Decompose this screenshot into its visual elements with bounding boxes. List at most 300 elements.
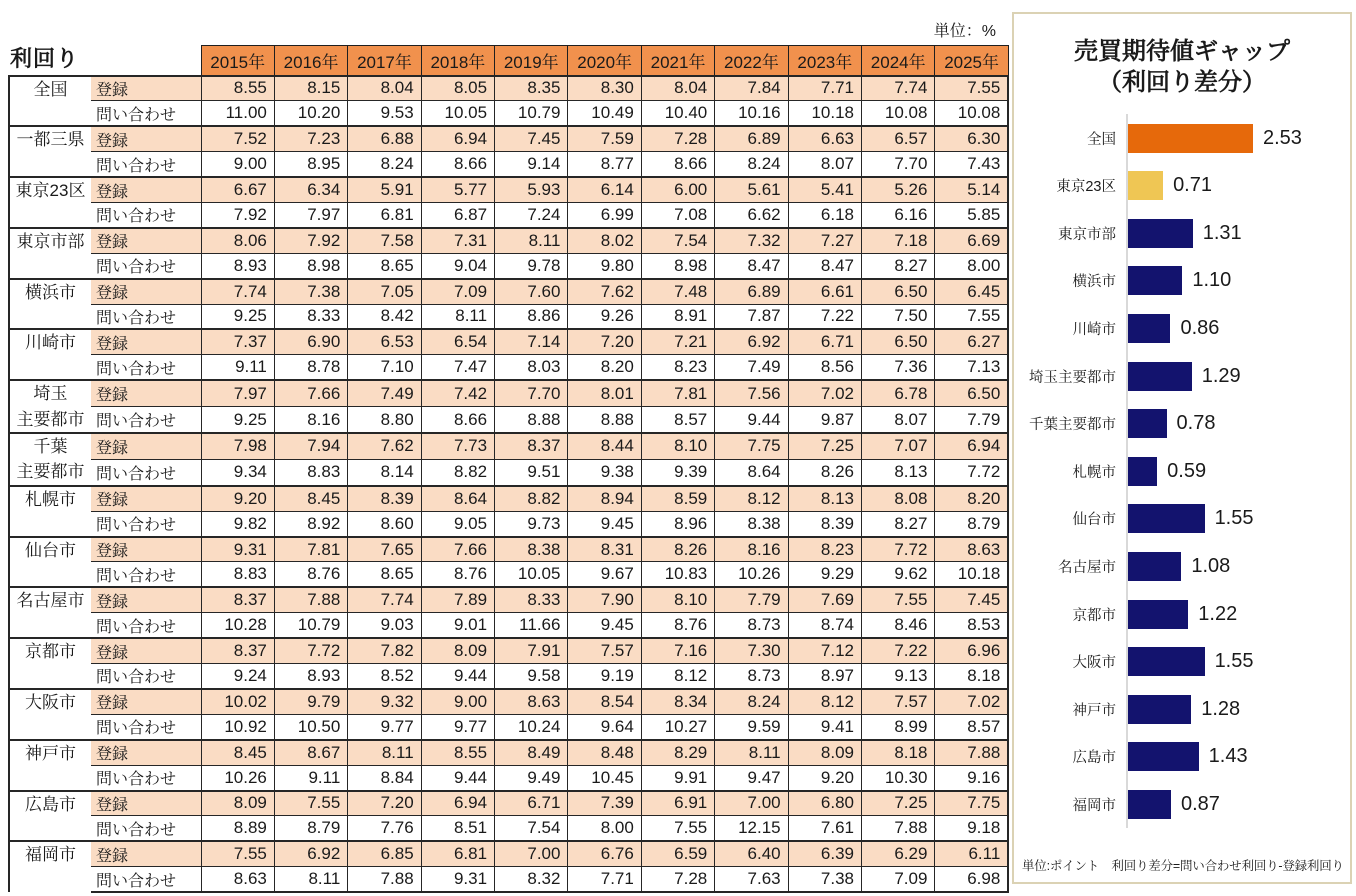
chart-row bbox=[1014, 400, 1350, 448]
value-cell: 7.73 bbox=[421, 433, 494, 459]
value-cell: 7.27 bbox=[788, 228, 861, 253]
value-cell: 9.20 bbox=[788, 765, 861, 790]
value-cell: 6.57 bbox=[862, 126, 935, 151]
value-cell: 10.50 bbox=[274, 714, 347, 739]
value-cell: 8.96 bbox=[641, 511, 714, 536]
chart-row bbox=[1014, 543, 1350, 591]
value-cell: 7.56 bbox=[715, 380, 788, 406]
value-cell: 6.89 bbox=[715, 279, 788, 304]
value-cell: 8.83 bbox=[201, 562, 274, 587]
value-cell: 8.05 bbox=[421, 76, 494, 101]
value-cell: 6.54 bbox=[421, 329, 494, 354]
value-cell: 7.22 bbox=[788, 304, 861, 329]
value-cell: 8.26 bbox=[641, 537, 714, 562]
value-cell: 6.81 bbox=[421, 841, 494, 866]
value-cell: 7.74 bbox=[862, 76, 935, 101]
value-cell: 10.26 bbox=[201, 765, 274, 790]
gap-bar-chart bbox=[1014, 114, 1350, 828]
value-cell: 7.90 bbox=[568, 587, 641, 612]
value-cell: 8.24 bbox=[715, 689, 788, 714]
value-cell: 7.62 bbox=[568, 279, 641, 304]
value-cell: 8.51 bbox=[421, 816, 494, 841]
value-cell: 8.94 bbox=[568, 486, 641, 511]
chart-bar bbox=[1128, 552, 1181, 581]
chart-row bbox=[1014, 590, 1350, 638]
chart-bar bbox=[1128, 171, 1163, 200]
table-row bbox=[9, 329, 1008, 354]
value-cell: 6.50 bbox=[862, 279, 935, 304]
value-cell: 8.78 bbox=[274, 355, 347, 380]
value-cell: 10.24 bbox=[495, 714, 568, 739]
region-name-cell: 札幌市 bbox=[9, 486, 91, 537]
row-type-cell: 問い合わせ bbox=[91, 152, 201, 177]
value-cell: 9.19 bbox=[568, 664, 641, 689]
value-cell: 9.18 bbox=[935, 816, 1008, 841]
year-header-cell: 2018年 bbox=[421, 46, 494, 76]
value-cell: 7.72 bbox=[274, 638, 347, 663]
value-cell: 8.76 bbox=[641, 613, 714, 638]
value-cell: 9.45 bbox=[568, 613, 641, 638]
value-cell: 9.31 bbox=[201, 537, 274, 562]
value-cell: 7.02 bbox=[788, 380, 861, 406]
table-row bbox=[9, 664, 1008, 689]
value-cell: 7.98 bbox=[201, 433, 274, 459]
value-cell: 9.05 bbox=[421, 511, 494, 536]
row-type-cell: 登録 bbox=[91, 329, 201, 354]
value-cell: 6.91 bbox=[641, 791, 714, 816]
value-cell: 6.81 bbox=[348, 202, 421, 227]
region-name-cell: 名古屋市 bbox=[9, 587, 91, 638]
value-cell: 7.94 bbox=[274, 433, 347, 459]
value-cell: 6.50 bbox=[935, 380, 1008, 406]
value-cell: 8.09 bbox=[201, 791, 274, 816]
value-cell: 7.87 bbox=[715, 304, 788, 329]
chart-bar-area bbox=[1126, 543, 1350, 591]
value-cell: 5.85 bbox=[935, 202, 1008, 227]
chart-bar-label: 札幌市 bbox=[1072, 464, 1116, 481]
row-type-cell: 問い合わせ bbox=[91, 101, 201, 126]
value-cell: 6.30 bbox=[935, 126, 1008, 151]
value-cell: 7.97 bbox=[274, 202, 347, 227]
value-cell: 8.02 bbox=[568, 228, 641, 253]
value-cell: 9.03 bbox=[348, 613, 421, 638]
table-row bbox=[9, 791, 1008, 816]
value-cell: 10.92 bbox=[201, 714, 274, 739]
value-cell: 9.13 bbox=[862, 664, 935, 689]
region-name-cell: 神戸市 bbox=[9, 740, 91, 791]
chart-bar-area bbox=[1126, 162, 1350, 210]
value-cell: 8.73 bbox=[715, 664, 788, 689]
chart-bar-label: 川崎市 bbox=[1072, 322, 1116, 339]
value-cell: 8.38 bbox=[715, 511, 788, 536]
value-cell: 7.25 bbox=[862, 791, 935, 816]
value-cell: 8.04 bbox=[348, 76, 421, 101]
value-cell: 7.02 bbox=[935, 689, 1008, 714]
value-cell: 8.77 bbox=[568, 152, 641, 177]
value-cell: 8.06 bbox=[201, 228, 274, 253]
value-cell: 8.37 bbox=[495, 433, 568, 459]
value-cell: 7.28 bbox=[641, 867, 714, 892]
region-name-cell: 福岡市 bbox=[9, 841, 91, 892]
value-cell: 5.77 bbox=[421, 177, 494, 202]
value-cell: 8.55 bbox=[421, 740, 494, 765]
chart-title-line1: 売買期待値ギャップ bbox=[1074, 38, 1290, 65]
chart-bar-value: 1.43 bbox=[1208, 745, 1248, 768]
value-cell: 6.16 bbox=[862, 202, 935, 227]
value-cell: 5.61 bbox=[715, 177, 788, 202]
value-cell: 5.26 bbox=[862, 177, 935, 202]
value-cell: 7.22 bbox=[862, 638, 935, 663]
value-cell: 8.01 bbox=[568, 380, 641, 406]
value-cell: 8.98 bbox=[274, 253, 347, 278]
value-cell: 10.08 bbox=[862, 101, 935, 126]
table-row bbox=[9, 279, 1008, 304]
value-cell: 6.78 bbox=[862, 380, 935, 406]
row-type-cell: 問い合わせ bbox=[91, 355, 201, 380]
value-cell: 8.12 bbox=[715, 486, 788, 511]
value-cell: 7.50 bbox=[862, 304, 935, 329]
chart-row bbox=[1014, 257, 1350, 305]
value-cell: 6.50 bbox=[862, 329, 935, 354]
value-cell: 9.32 bbox=[348, 689, 421, 714]
year-header-cell: 2024年 bbox=[862, 46, 935, 76]
row-type-cell: 問い合わせ bbox=[91, 511, 201, 536]
value-cell: 10.28 bbox=[201, 613, 274, 638]
value-cell: 7.43 bbox=[935, 152, 1008, 177]
row-type-cell: 問い合わせ bbox=[91, 765, 201, 790]
chart-bar-label: 京都市 bbox=[1072, 607, 1116, 624]
value-cell: 8.07 bbox=[788, 152, 861, 177]
chart-footnote: 単位:ポイント 利回り差分=問い合わせ利回り-登録利回り bbox=[1022, 859, 1344, 873]
value-cell: 7.71 bbox=[568, 867, 641, 892]
value-cell: 8.86 bbox=[495, 304, 568, 329]
value-cell: 9.45 bbox=[568, 511, 641, 536]
value-cell: 8.45 bbox=[274, 486, 347, 511]
value-cell: 7.55 bbox=[274, 791, 347, 816]
value-cell: 7.28 bbox=[641, 126, 714, 151]
value-cell: 8.55 bbox=[201, 76, 274, 101]
row-type-cell: 登録 bbox=[91, 177, 201, 202]
value-cell: 8.46 bbox=[862, 613, 935, 638]
year-header-cell: 2017年 bbox=[348, 46, 421, 76]
value-cell: 8.16 bbox=[715, 537, 788, 562]
value-cell: 8.09 bbox=[421, 638, 494, 663]
value-cell: 7.75 bbox=[935, 791, 1008, 816]
value-cell: 7.92 bbox=[274, 228, 347, 253]
value-cell: 8.24 bbox=[715, 152, 788, 177]
table-row bbox=[9, 380, 1008, 406]
table-row bbox=[9, 537, 1008, 562]
value-cell: 6.00 bbox=[641, 177, 714, 202]
page-title: 利回り bbox=[10, 46, 80, 71]
value-cell: 9.44 bbox=[715, 407, 788, 433]
year-header-cell: 2015年 bbox=[201, 46, 274, 76]
table-row bbox=[9, 841, 1008, 866]
value-cell: 7.92 bbox=[201, 202, 274, 227]
row-type-cell: 問い合わせ bbox=[91, 613, 201, 638]
chart-bar-label: 東京23区 bbox=[1056, 179, 1116, 196]
value-cell: 7.05 bbox=[348, 279, 421, 304]
value-cell: 8.24 bbox=[348, 152, 421, 177]
value-cell: 7.24 bbox=[495, 202, 568, 227]
value-cell: 8.09 bbox=[788, 740, 861, 765]
value-cell: 8.82 bbox=[421, 459, 494, 485]
value-cell: 8.57 bbox=[935, 714, 1008, 739]
row-type-cell: 登録 bbox=[91, 126, 201, 151]
row-type-cell: 問い合わせ bbox=[91, 202, 201, 227]
year-header-cell: 2023年 bbox=[788, 46, 861, 76]
row-type-cell: 登録 bbox=[91, 841, 201, 866]
value-cell: 8.37 bbox=[201, 587, 274, 612]
value-cell: 10.79 bbox=[274, 613, 347, 638]
value-cell: 6.14 bbox=[568, 177, 641, 202]
value-cell: 8.65 bbox=[348, 562, 421, 587]
value-cell: 7.97 bbox=[201, 380, 274, 406]
value-cell: 5.93 bbox=[495, 177, 568, 202]
value-cell: 8.89 bbox=[201, 816, 274, 841]
value-cell: 12.15 bbox=[715, 816, 788, 841]
value-cell: 8.56 bbox=[788, 355, 861, 380]
row-type-cell: 問い合わせ bbox=[91, 459, 201, 485]
chart-bar-value: 0.71 bbox=[1173, 174, 1212, 197]
value-cell: 9.41 bbox=[788, 714, 861, 739]
value-cell: 8.18 bbox=[862, 740, 935, 765]
value-cell: 9.51 bbox=[495, 459, 568, 485]
value-cell: 8.33 bbox=[495, 587, 568, 612]
value-cell: 9.16 bbox=[935, 765, 1008, 790]
value-cell: 7.45 bbox=[935, 587, 1008, 612]
chart-bar-value: 0.59 bbox=[1167, 459, 1207, 482]
chart-bar-label: 東京市部 bbox=[1058, 226, 1116, 243]
value-cell: 8.33 bbox=[274, 304, 347, 329]
value-cell: 9.59 bbox=[715, 714, 788, 739]
value-cell: 7.69 bbox=[788, 587, 861, 612]
chart-bar bbox=[1128, 647, 1205, 676]
value-cell: 8.64 bbox=[715, 459, 788, 485]
value-cell: 8.11 bbox=[274, 867, 347, 892]
value-cell: 6.59 bbox=[641, 841, 714, 866]
value-cell: 8.20 bbox=[568, 355, 641, 380]
chart-bar bbox=[1128, 504, 1205, 533]
table-row bbox=[9, 126, 1008, 151]
value-cell: 10.26 bbox=[715, 562, 788, 587]
value-cell: 6.69 bbox=[935, 228, 1008, 253]
chart-bar-area bbox=[1126, 638, 1350, 686]
value-cell: 8.64 bbox=[421, 486, 494, 511]
year-header-cell: 2022年 bbox=[715, 46, 788, 76]
chart-bar-label: 仙台市 bbox=[1072, 512, 1116, 529]
value-cell: 7.74 bbox=[348, 587, 421, 612]
value-cell: 8.00 bbox=[568, 816, 641, 841]
row-type-cell: 問い合わせ bbox=[91, 253, 201, 278]
chart-bar-label: 全国 bbox=[1087, 131, 1116, 148]
chart-bar-area bbox=[1126, 781, 1350, 829]
value-cell: 7.38 bbox=[274, 279, 347, 304]
yield-table bbox=[8, 45, 1009, 893]
value-cell: 7.55 bbox=[935, 304, 1008, 329]
chart-bar-area bbox=[1126, 257, 1350, 305]
blank-header-cell bbox=[91, 46, 201, 76]
value-cell: 6.85 bbox=[348, 841, 421, 866]
chart-row bbox=[1014, 448, 1350, 496]
value-cell: 7.66 bbox=[274, 380, 347, 406]
value-cell: 8.11 bbox=[715, 740, 788, 765]
row-type-cell: 問い合わせ bbox=[91, 867, 201, 892]
value-cell: 8.66 bbox=[421, 152, 494, 177]
row-type-cell: 登録 bbox=[91, 279, 201, 304]
value-cell: 8.73 bbox=[715, 613, 788, 638]
value-cell: 7.14 bbox=[495, 329, 568, 354]
row-type-cell: 問い合わせ bbox=[91, 714, 201, 739]
value-cell: 8.97 bbox=[788, 664, 861, 689]
chart-row bbox=[1014, 733, 1350, 781]
chart-bar bbox=[1128, 266, 1182, 295]
value-cell: 8.54 bbox=[568, 689, 641, 714]
value-cell: 9.78 bbox=[495, 253, 568, 278]
value-cell: 8.10 bbox=[641, 587, 714, 612]
value-cell: 6.88 bbox=[348, 126, 421, 151]
table-row bbox=[9, 562, 1008, 587]
row-type-cell: 問い合わせ bbox=[91, 664, 201, 689]
value-cell: 9.31 bbox=[421, 867, 494, 892]
value-cell: 7.21 bbox=[641, 329, 714, 354]
chart-bar-label: 横浜市 bbox=[1072, 274, 1116, 291]
value-cell: 8.52 bbox=[348, 664, 421, 689]
value-cell: 9.47 bbox=[715, 765, 788, 790]
value-cell: 5.91 bbox=[348, 177, 421, 202]
value-cell: 8.10 bbox=[641, 433, 714, 459]
value-cell: 7.61 bbox=[788, 816, 861, 841]
chart-bar-value: 0.87 bbox=[1180, 792, 1220, 815]
value-cell: 9.20 bbox=[201, 486, 274, 511]
value-cell: 8.76 bbox=[421, 562, 494, 587]
value-cell: 8.76 bbox=[274, 562, 347, 587]
value-cell: 8.29 bbox=[641, 740, 714, 765]
chart-bar bbox=[1128, 314, 1170, 343]
value-cell: 8.79 bbox=[935, 511, 1008, 536]
chart-row bbox=[1014, 162, 1350, 210]
region-name-cell: 埼玉 主要都市 bbox=[9, 380, 91, 433]
value-cell: 6.71 bbox=[788, 329, 861, 354]
value-cell: 7.79 bbox=[935, 407, 1008, 433]
chart-bar-label: 名古屋市 bbox=[1058, 560, 1116, 577]
yield-table-header bbox=[9, 46, 1008, 76]
table-row bbox=[9, 433, 1008, 459]
value-cell: 9.91 bbox=[641, 765, 714, 790]
value-cell: 7.31 bbox=[421, 228, 494, 253]
value-cell: 8.95 bbox=[274, 152, 347, 177]
chart-row bbox=[1014, 352, 1350, 400]
chart-bar bbox=[1128, 124, 1253, 153]
chart-bar bbox=[1128, 362, 1192, 391]
value-cell: 6.29 bbox=[862, 841, 935, 866]
value-cell: 6.27 bbox=[935, 329, 1008, 354]
value-cell: 8.39 bbox=[788, 511, 861, 536]
chart-bar-label: 埼玉主要都市 bbox=[1029, 369, 1116, 386]
table-row bbox=[9, 714, 1008, 739]
region-name-cell: 全国 bbox=[9, 76, 91, 127]
value-cell: 8.11 bbox=[348, 740, 421, 765]
value-cell: 7.84 bbox=[715, 76, 788, 101]
value-cell: 7.74 bbox=[201, 279, 274, 304]
value-cell: 8.37 bbox=[201, 638, 274, 663]
chart-bar-label: 広島市 bbox=[1072, 750, 1116, 767]
chart-bar-area bbox=[1126, 590, 1350, 638]
region-name-cell: 横浜市 bbox=[9, 279, 91, 330]
value-cell: 9.34 bbox=[201, 459, 274, 485]
value-cell: 7.76 bbox=[348, 816, 421, 841]
table-row bbox=[9, 101, 1008, 126]
value-cell: 7.88 bbox=[348, 867, 421, 892]
value-cell: 7.13 bbox=[935, 355, 1008, 380]
value-cell: 9.64 bbox=[568, 714, 641, 739]
chart-bar-label: 大阪市 bbox=[1072, 655, 1116, 672]
value-cell: 8.88 bbox=[495, 407, 568, 433]
row-type-cell: 登録 bbox=[91, 689, 201, 714]
value-cell: 8.34 bbox=[641, 689, 714, 714]
value-cell: 8.13 bbox=[788, 486, 861, 511]
value-cell: 8.66 bbox=[641, 152, 714, 177]
value-cell: 7.45 bbox=[495, 126, 568, 151]
value-cell: 6.99 bbox=[568, 202, 641, 227]
value-cell: 8.67 bbox=[274, 740, 347, 765]
value-cell: 9.11 bbox=[201, 355, 274, 380]
region-name-cell: 川崎市 bbox=[9, 329, 91, 380]
value-cell: 9.62 bbox=[862, 562, 935, 587]
chart-bar bbox=[1128, 409, 1167, 438]
value-cell: 9.53 bbox=[348, 101, 421, 126]
year-header-row bbox=[9, 46, 1008, 76]
value-cell: 7.12 bbox=[788, 638, 861, 663]
chart-title-line2: （利回り差分） bbox=[1098, 69, 1266, 97]
value-cell: 8.63 bbox=[201, 867, 274, 892]
value-cell: 9.44 bbox=[421, 664, 494, 689]
value-cell: 9.67 bbox=[568, 562, 641, 587]
value-cell: 6.71 bbox=[495, 791, 568, 816]
value-cell: 8.83 bbox=[274, 459, 347, 485]
value-cell: 7.49 bbox=[715, 355, 788, 380]
year-header-cell: 2019年 bbox=[495, 46, 568, 76]
value-cell: 6.87 bbox=[421, 202, 494, 227]
value-cell: 8.27 bbox=[862, 253, 935, 278]
chart-bar-value: 0.86 bbox=[1180, 317, 1220, 340]
chart-bar bbox=[1128, 457, 1157, 486]
value-cell: 7.32 bbox=[715, 228, 788, 253]
value-cell: 7.70 bbox=[495, 380, 568, 406]
value-cell: 8.04 bbox=[641, 76, 714, 101]
table-row bbox=[9, 177, 1008, 202]
region-name-cell: 東京市部 bbox=[9, 228, 91, 279]
chart-bar-area bbox=[1126, 400, 1350, 448]
value-cell: 8.35 bbox=[495, 76, 568, 101]
value-cell: 7.72 bbox=[935, 459, 1008, 485]
value-cell: 8.31 bbox=[568, 537, 641, 562]
chart-bar bbox=[1128, 695, 1191, 724]
chart-bar-label: 福岡市 bbox=[1072, 797, 1116, 814]
value-cell: 10.83 bbox=[641, 562, 714, 587]
value-cell: 9.01 bbox=[421, 613, 494, 638]
value-cell: 6.94 bbox=[421, 126, 494, 151]
gap-chart-panel bbox=[1012, 12, 1352, 884]
chart-bar-value: 1.31 bbox=[1202, 221, 1242, 244]
value-cell: 8.99 bbox=[862, 714, 935, 739]
value-cell: 7.66 bbox=[421, 537, 494, 562]
chart-bar-value: 0.78 bbox=[1176, 412, 1216, 435]
table-row bbox=[9, 613, 1008, 638]
table-row bbox=[9, 511, 1008, 536]
row-type-cell: 登録 bbox=[91, 791, 201, 816]
value-cell: 10.40 bbox=[641, 101, 714, 126]
